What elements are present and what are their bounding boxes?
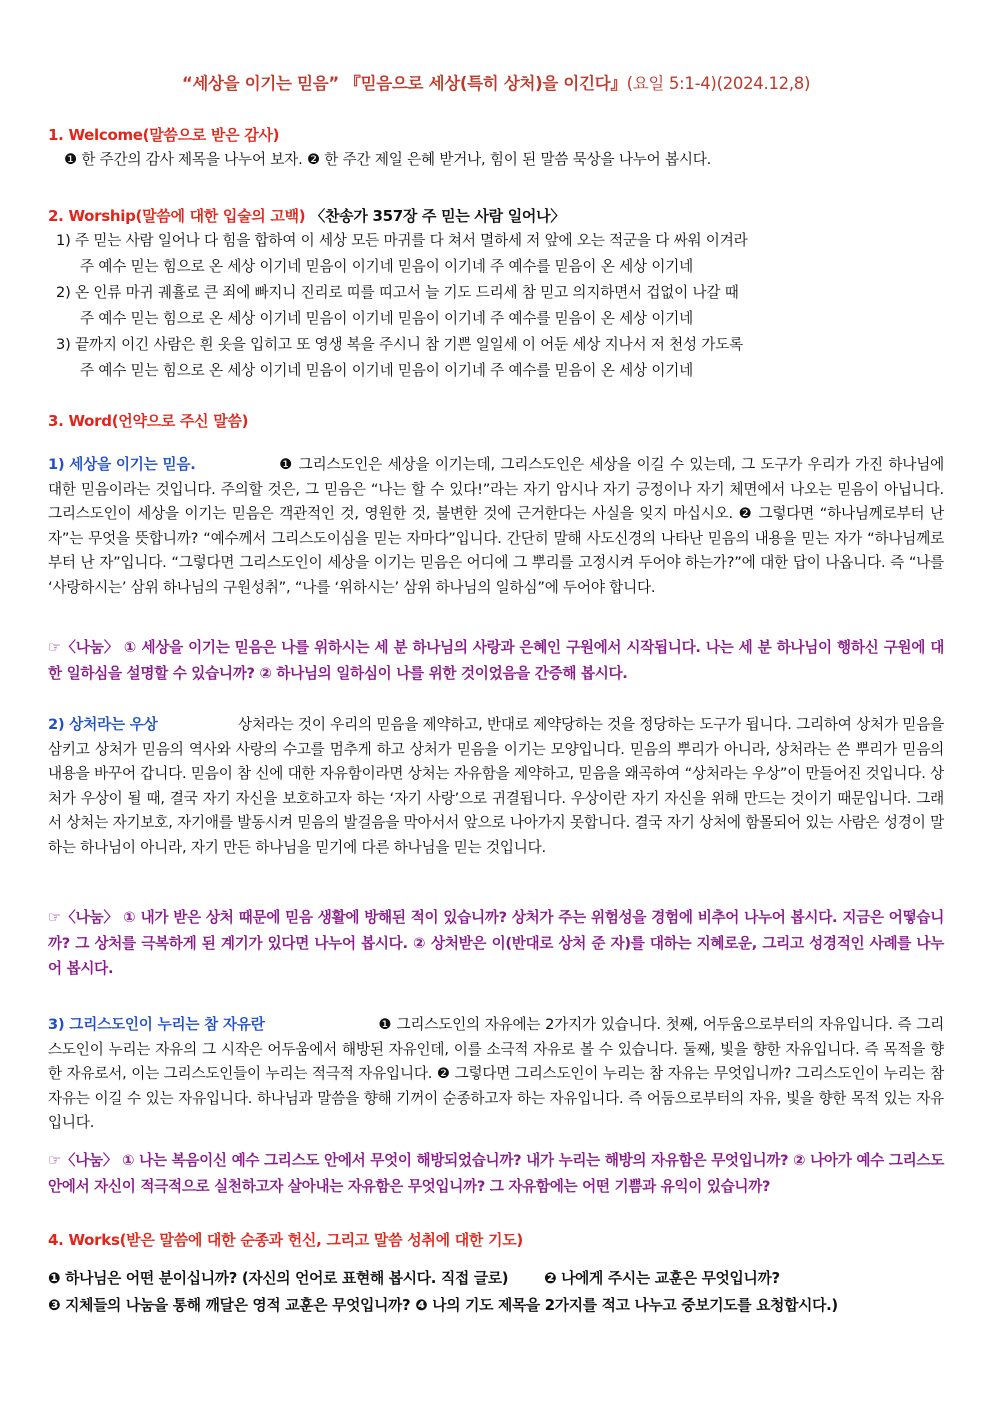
word-point-2 bbox=[48, 713, 944, 861]
hymn-chorus-2: 주 예수 믿는 힘으로 온 세상 이기네 믿음이 이기네 믿음이 이기네 주 예수를 믿음이 온 세상 이기네 bbox=[80, 310, 694, 327]
works-line-2: ❸ 지체들의 나눔을 통해 깨달은 영적 교훈은 무엇입니까? ❹ 나의 기도 제목을 2가지를 적고 나누고 중보기도를 요청합시다.) bbox=[48, 1297, 838, 1314]
worship-header-label: 2. Worship(말씀에 대한 입술의 고백) bbox=[48, 207, 306, 225]
document-title bbox=[0, 70, 992, 94]
point-1-text: ❶ 그리스도인은 세상을 이기는데, 그리스도인은 세상을 이길 수 있는데, 그 도구가 우리가 가진 하나님에 대한 믿음이라는 것입니다. 주의할 것은, 그 믿음은 “나는 할 수 있다!”라는 자기 암시나 자기 긍정이나 자기 체면에서 나오는 믿음이 아닙니다. 그리스도인이 세상을 이기는 믿음은 객관적인 것, 영원한 것, 불변한 것에 근거한다는 사실을 잊지 마십시오. ❷ 그렇다면 “하나님께로부터 난 자”는 무엇을 뜻합니까? “예수께서 그리스도이심을 믿는 자마다”입니다. 간단히 말해 사도신경의 나타난 믿음의 내용을 믿는 자가 “하나님께로부터 난 자”입니다. “그렇다면 그리스도인이 세상을 이기는 믿음은 어디에 그 뿌리를 고정시켜 두어야 하는가?”에 대한 답이 나옵니다. 즉 “나를 ‘사랑하시는’ 삼위 하나님의 구원성취”, “나를 ‘위하시는’ 삼위 하나님의 일하심”에 두어야 합니다. bbox=[48, 456, 944, 596]
welcome-text: ❶ 한 주간의 감사 제목을 나누어 보자. ❷ 한 주간 제일 은혜 받거나, 힘이 된 말씀 묵상을 나누어 봅시다. bbox=[64, 151, 712, 168]
point-2-text: 상처라는 것이 우리의 믿음을 제약하고, 반대로 제약당하는 것을 정당하는 도구가 됩니다. 그리하여 상처가 믿음을 삼키고 상처가 믿음의 역사와 사랑의 수고를 멈추게 하고 상처가 믿음을 이기는 모양입니다. 믿음의 뿌리가 아니라, 상처라는 쓴 뿌리가 믿음의 내용을 바꾸어 갑니다. 믿음이 참 신에 대한 자유함이라면 상처는 자유함을 제약하고, 믿음을 왜곡하여 “상처라는 우상”이 만들어진 것입니다. 상처가 우상이 될 때, 결국 자기 자신을 보호하고자 하는 ‘자기 사랑’으로 귀결됩니다. 우상이란 자기 자신을 위해 만드는 것이기 때문입니다. 그래서 상처는 자기보호, 자기애를 발동시켜 믿음의 발걸음을 막아서서 앞으로 나아가지 못합니다. 결국 자기 상처에 함몰되어 있는 사람은 성경이 말하는 하나님이 아니라, 자기 만든 하나님을 믿기에 다른 하나님을 믿는 것입니다. bbox=[48, 716, 944, 856]
hymn-verse-2: 2) 온 인류 마귀 궤휼로 큰 죄에 빠지니 진리로 띠를 띠고서 늘 기도 드리세 참 믿고 의지하면서 겁없이 나갈 때 bbox=[56, 284, 739, 301]
hymn-verse-3: 3) 끝까지 이긴 사람은 흰 옷을 입히고 또 영생 복을 주시니 참 기쁜 일일세 이 어둔 세상 지나서 저 천성 가도록 bbox=[56, 336, 744, 353]
hymn-chorus-3: 주 예수 믿는 힘으로 온 세상 이기네 믿음이 이기네 믿음이 이기네 주 예수를 믿음이 온 세상 이기네 bbox=[80, 362, 694, 379]
hymn-verse-1: 1) 주 믿는 사람 일어나 다 힘을 합하여 이 세상 모든 마귀를 다 쳐서 멸하세 저 앞에 오는 적군을 다 싸워 이겨라 bbox=[56, 232, 748, 249]
section-worship-header bbox=[48, 205, 565, 226]
point-1-title: 1) 세상을 이기는 믿음. bbox=[48, 456, 196, 473]
works-line-1 bbox=[48, 1267, 780, 1288]
section-works-header: 4. Works(받은 말씀에 대한 순종과 헌신, 그리고 말씀 성취에 대한 기도) bbox=[48, 1231, 523, 1249]
section-welcome-header: 1. Welcome(말씀으로 받은 감사) bbox=[48, 126, 280, 144]
hymn-chorus-1: 주 예수 믿는 힘으로 온 세상 이기네 믿음이 이기네 믿음이 이기네 주 예수를 믿음이 온 세상 이기네 bbox=[80, 258, 694, 275]
works-question-1: ❶ 하나님은 어떤 분이십니까? (자신의 언어로 표현해 봅시다. 직접 글로) bbox=[48, 1270, 509, 1287]
title-reference: (요일 5:1-4)(2024.12,8) bbox=[626, 74, 811, 93]
section-word-header: 3. Word(언약으로 주신 말씀) bbox=[48, 412, 249, 430]
hymn-title: 〈찬송가 357장 주 믿는 사람 일어나〉 bbox=[310, 207, 565, 225]
point-3-sharing: ☞〈나눔〉 ① 나는 복음이신 예수 그리스도 안에서 무엇이 해방되었습니까? 내가 누리는 해방의 자유함은 무엇입니까? ② 나아가 예수 그리스도 안에서 자신이 적극적으로 실천하고자 살아내는 자유함은 무엇입니까? 그 자유함에는 어떤 기쁨과 유익이 있습니까? bbox=[48, 1152, 944, 1195]
point-2-title: 2) 상처라는 우상 bbox=[48, 716, 158, 733]
title-main: “세상을 이기는 믿음” 『믿음으로 세상(특히 상처)을 이긴다』 bbox=[181, 74, 627, 93]
word-point-3 bbox=[48, 1013, 944, 1136]
point-3-text: ❶ 그리스도인의 자유에는 2가지가 있습니다. 첫째, 어두움으로부터의 자유입니다. 즉 그리스도인이 누리는 자유의 그 시작은 어두움에서 해방된 자유인데, 이를 소극적 자유로 볼 수 있습니다. 둘째, 빛을 향한 자유입니다. 즉 목적을 향한 자유로서, 이는 그리스도인들이 누리는 적극적 자유입니다. ❷ 그렇다면 그리스도인이 누리는 참 자유는 무엇입니까? 그리스도인이 누리는 참 자유는 이길 수 있는 자유입니다. 하나님과 말씀을 향해 기꺼이 순종하고자 하는 자유입니다. 즉 어둠으로부터의 자유, 빛을 향한 목적 있는 자유입니다. bbox=[48, 1016, 944, 1132]
word-point-1 bbox=[48, 453, 944, 601]
point-3-title: 3) 그리스도인이 누리는 참 자유란 bbox=[48, 1016, 265, 1033]
point-2-sharing: ☞〈나눔〉 ① 내가 받은 상처 때문에 믿음 생활에 방해된 적이 있습니까? 상처가 주는 위험성을 경험에 비추어 나누어 봅시다. 지금은 어떻습니까? 그 상처를 극복하게 된 계기가 있다면 나누어 봅시다. ② 상처받은 이(반대로 상처 준 자)를 대하는 지혜로운, 그리고 성경적인 사례를 나누어 봅시다. bbox=[48, 909, 944, 977]
point-1-sharing: ☞〈나눔〉 ① 세상을 이기는 믿음은 나를 위하시는 세 분 하나님의 사랑과 은혜인 구원에서 시작됩니다. 나는 세 분 하나님이 행하신 구원에 대한 일하심을 설명할 수 있습니까? ② 하나님의 일하심이 나를 위한 것이었음을 간증해 봅시다. bbox=[48, 639, 944, 682]
works-question-2: ❷ 나에게 주시는 교훈은 무엇입니까? bbox=[543, 1270, 780, 1287]
